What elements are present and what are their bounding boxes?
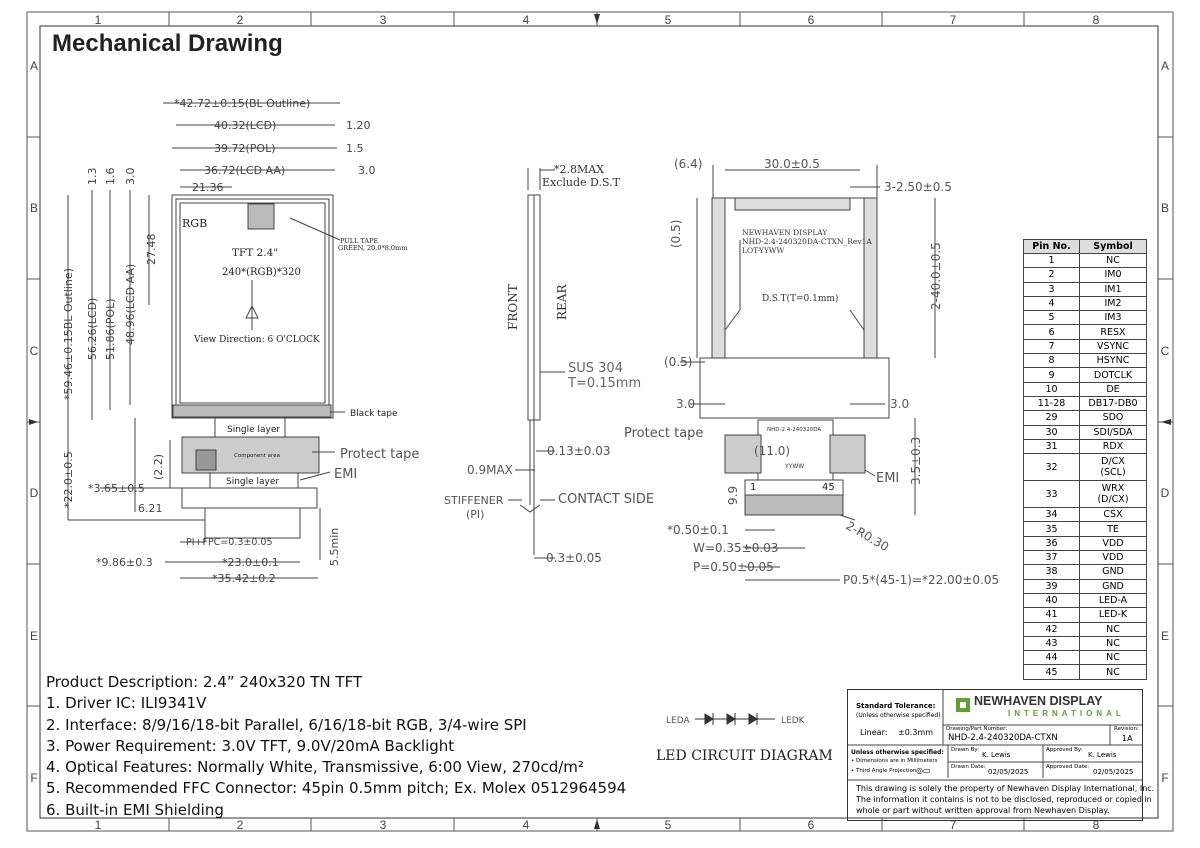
pin-table-body xyxy=(1024,254,1147,680)
max-2-8: *2.8MAX xyxy=(554,163,605,176)
col-label: 3 xyxy=(379,818,387,832)
pin-row xyxy=(1024,481,1147,508)
view-direction-label: View Direction: 6 O'CLOCK xyxy=(194,335,320,345)
pin-symbol: RESX xyxy=(1080,325,1147,339)
pin-number: 4 xyxy=(1024,296,1080,310)
notice-line: whole or part without written approval from Newhaven Display. xyxy=(856,806,1110,815)
pin-symbol: NC xyxy=(1080,254,1147,268)
revision-value: 1A xyxy=(1122,734,1133,743)
pin-symbol: NC xyxy=(1080,622,1147,636)
dim-bl-outline-w: *42.72±0.15(BL Outline) xyxy=(174,97,311,110)
dim-lcd-w: 40.32(LCD) xyxy=(214,119,277,132)
std-tolerance-label: Standard Tolerance: xyxy=(856,702,936,710)
page-title: Mechanical Drawing xyxy=(52,30,283,57)
pin-symbol: IM3 xyxy=(1080,311,1147,325)
dim-1-3: 1.3 xyxy=(86,167,99,185)
pin-row xyxy=(1024,339,1147,353)
description-heading: Product Description: 2.4” 240x320 TN TFT xyxy=(46,673,363,691)
sus-label: SUS 304 xyxy=(568,361,623,376)
fpc-yyww: YYWW xyxy=(785,463,805,470)
pin-number: 9 xyxy=(1024,368,1080,382)
led-diode-1 xyxy=(705,714,713,724)
dim-0-5b: (0.5) xyxy=(664,355,693,369)
col-label: 6 xyxy=(807,818,815,832)
pin-symbol: WRX (D/CX) xyxy=(1080,481,1147,508)
row-label: B xyxy=(29,201,39,215)
col-label: 6 xyxy=(807,13,815,27)
pin-number: 5 xyxy=(1024,311,1080,325)
dim-lcd-h: 56.26(LCD) xyxy=(86,297,99,360)
pin-row xyxy=(1024,651,1147,665)
pin-number: 42 xyxy=(1024,622,1080,636)
pin-number: 32 xyxy=(1024,454,1080,481)
pin-number: 7 xyxy=(1024,339,1080,353)
col-label: 5 xyxy=(664,818,672,832)
pin-row xyxy=(1024,622,1147,636)
black-tape-label: Black tape xyxy=(350,409,398,419)
dim-2-40: 2-40.0±0.5 xyxy=(929,242,943,310)
col-label: 4 xyxy=(522,13,530,27)
pin-row xyxy=(1024,439,1147,453)
pin-symbol: NC xyxy=(1080,665,1147,679)
row-label: B xyxy=(1160,201,1170,215)
pin-symbol: GND xyxy=(1080,579,1147,593)
stiffener-pi: (PI) xyxy=(466,508,485,521)
pin-row xyxy=(1024,636,1147,650)
pin-row xyxy=(1024,325,1147,339)
pin-symbol: IM1 xyxy=(1080,282,1147,296)
linear-value: ±0.3mm xyxy=(898,728,934,737)
unless-otherwise-label: Unless otherwise specified: xyxy=(851,749,944,756)
pin-row xyxy=(1024,665,1147,679)
pin-number: 45 xyxy=(1024,665,1080,679)
col-label: 3 xyxy=(379,13,387,27)
pin-number: 11-28 xyxy=(1024,396,1080,410)
dim-0-9max: 0.9MAX xyxy=(467,463,513,477)
pin-row xyxy=(1024,411,1147,425)
pin-symbol: VSYNC xyxy=(1080,339,1147,353)
pin-number: 44 xyxy=(1024,651,1080,665)
dim-lcd-aa-h: 48.96(LCD AA) xyxy=(124,263,137,345)
single-layer-1: Single layer xyxy=(227,425,281,435)
notice-line: The information it contains is not to be disclosed, reproduced or copied in xyxy=(856,795,1152,804)
dim-3-2-50: 3-2.50±0.5 xyxy=(884,180,952,194)
dim-3-5: 3.5±0.3 xyxy=(909,436,923,485)
description-item: 4. Optical Features: Normally White, Transmissive, 6:00 View, 270cd/m² xyxy=(46,758,584,777)
part-number: NHD-2.4-240320DA-CTXN xyxy=(948,733,1058,743)
led-diode-3 xyxy=(749,714,757,724)
resolution-label: 240*(RGB)*320 xyxy=(222,267,301,278)
row-label: F xyxy=(30,771,38,785)
emi-shield xyxy=(182,488,317,508)
led-circuit-caption: LED CIRCUIT DIAGRAM xyxy=(656,748,833,764)
pull-tape xyxy=(248,204,274,229)
pin-row xyxy=(1024,536,1147,550)
symbol-header: Symbol xyxy=(1080,240,1147,254)
dim-1-20: 1.20 xyxy=(346,119,371,132)
col-label: 8 xyxy=(1092,818,1100,832)
pin-number: 38 xyxy=(1024,565,1080,579)
col-label: 2 xyxy=(236,818,244,832)
pull-tape-label: PULL TAPE xyxy=(340,237,379,245)
single-layer-2: Single layer xyxy=(226,477,280,487)
pin-row xyxy=(1024,454,1147,481)
pin-number: 10 xyxy=(1024,382,1080,396)
pin-number: 40 xyxy=(1024,593,1080,607)
rear-protect-tape-label: Protect tape xyxy=(624,426,704,441)
emi-label: EMI xyxy=(334,467,358,482)
pin-row xyxy=(1024,565,1147,579)
pin-row xyxy=(1024,382,1147,396)
col-label: 1 xyxy=(94,13,102,27)
led-labels xyxy=(656,716,833,764)
pin-row xyxy=(1024,311,1147,325)
stiffener-label: STIFFENER xyxy=(444,494,504,507)
dim-11-0: (11.0) xyxy=(754,444,791,458)
description-item: 2. Interface: 8/9/16/18-bit Parallel, 6/16/18-bit RGB, 3/4-wire SPI xyxy=(46,715,527,734)
col-label: 5 xyxy=(664,13,672,27)
pin-symbol: LED-K xyxy=(1080,608,1147,622)
dim-9-86: *9.86±0.3 xyxy=(96,556,153,569)
side-labels xyxy=(444,163,654,565)
description-item: 1. Driver IC: ILI9341V xyxy=(46,694,207,713)
exclude-dst: Exclude D.S.T xyxy=(542,176,620,189)
pin-symbol: CSX xyxy=(1080,508,1147,522)
approved-by-value: K. Lewis xyxy=(1088,751,1117,759)
pin-row xyxy=(1024,593,1147,607)
pin-symbol: NC xyxy=(1080,636,1147,650)
contact-side-label: CONTACT SIDE xyxy=(558,492,655,507)
pin-row xyxy=(1024,579,1147,593)
tft-label: TFT 2.4" xyxy=(232,247,279,259)
contact-pads xyxy=(745,495,843,515)
pin-number: 8 xyxy=(1024,354,1080,368)
dst-strip-left xyxy=(712,198,725,358)
pin-symbol: IM0 xyxy=(1080,268,1147,282)
dim-bl-outline-h: *59.46±0.15BL Outline) xyxy=(62,268,75,400)
pin-1-label: 1 xyxy=(750,482,757,493)
dim-23-0: *23.0±0.1 xyxy=(222,556,279,569)
pin-number: 34 xyxy=(1024,508,1080,522)
pin-table xyxy=(1023,239,1147,680)
dim-pitch: P0.5*(45-1)=*22.00±0.05 xyxy=(843,573,1000,587)
rgb-label: RGB xyxy=(182,217,208,230)
approved-by-label: Approved By: xyxy=(1046,747,1083,753)
dim-22-0: *22.0±0.5 xyxy=(62,451,75,508)
rear-lot: LOT-YYWW xyxy=(742,246,785,255)
dim-0-5a: (0.5) xyxy=(669,219,683,248)
col-label: 8 xyxy=(1092,13,1100,27)
rear-emi-label: EMI xyxy=(876,471,900,486)
pin-symbol: VDD xyxy=(1080,536,1147,550)
dim-pol-h: 51.86(POL) xyxy=(104,298,117,360)
component-block xyxy=(196,450,216,470)
dst-strip-top xyxy=(735,198,850,210)
pin-number: 1 xyxy=(1024,254,1080,268)
pin-symbol: GND xyxy=(1080,565,1147,579)
fpc-tail xyxy=(205,508,300,538)
pin-symbol: VDD xyxy=(1080,551,1147,565)
dim-3-65: *3.65±0.5 xyxy=(88,482,145,495)
rear-nhd: NEWHAVEN DISPLAY xyxy=(742,228,828,237)
col-label: 2 xyxy=(236,13,244,27)
dim-5-5: 5.5min xyxy=(328,527,341,566)
pin-row xyxy=(1024,396,1147,410)
pin-symbol: NC xyxy=(1080,651,1147,665)
dim-p: P=0.50±0.05 xyxy=(693,560,774,574)
pin-number: 43 xyxy=(1024,636,1080,650)
pin-number: 36 xyxy=(1024,536,1080,550)
approved-date-value: 02/05/2025 xyxy=(1093,768,1134,776)
pin-row xyxy=(1024,551,1147,565)
third-angle-label: • Third Angle Projection xyxy=(851,768,917,774)
pin-row xyxy=(1024,296,1147,310)
row-label: F xyxy=(1161,771,1169,785)
protect-tape-label: Protect tape xyxy=(340,447,420,462)
pin-number: 6 xyxy=(1024,325,1080,339)
pin-number: 2 xyxy=(1024,268,1080,282)
pin-number: 39 xyxy=(1024,579,1080,593)
sus-thickness: T=0.15mm xyxy=(568,376,642,391)
row-label: A xyxy=(29,59,39,73)
led-circuit xyxy=(695,713,775,725)
pin-symbol: SDI/SDA xyxy=(1080,425,1147,439)
dim-pi-fpc: PI+FPC=0.3±0.05 xyxy=(186,537,273,548)
dim-0-50: *0.50±0.1 xyxy=(667,523,729,537)
dim-27-48: 27.48 xyxy=(145,233,158,265)
dst-strip-right xyxy=(864,198,877,358)
pin-row xyxy=(1024,282,1147,296)
dim-35-42: *35.42±0.2 xyxy=(212,572,276,585)
unless-spec-label: (Unless otherwise specified) xyxy=(856,712,941,719)
leda-label: LEDA xyxy=(666,716,690,726)
description-item: 3. Power Requirement: 3.0V TFT, 9.0V/20mA Backlight xyxy=(46,736,455,755)
pin-symbol: RDX xyxy=(1080,439,1147,453)
pin-number: 35 xyxy=(1024,522,1080,536)
rear-label: REAR xyxy=(555,284,569,320)
pin-symbol: LED-A xyxy=(1080,593,1147,607)
row-label: D xyxy=(1160,486,1170,500)
rear-lower xyxy=(700,358,889,418)
approved-date-label: Approved Date: xyxy=(1046,764,1090,770)
title-block xyxy=(847,689,1155,821)
dim-1-5: 1.5 xyxy=(346,142,364,155)
row-label: D xyxy=(29,486,39,500)
pin-row xyxy=(1024,254,1147,268)
row-label: C xyxy=(29,344,39,358)
dim-0-3: 0.3±0.05 xyxy=(546,551,602,565)
side-view xyxy=(508,168,565,558)
pin-number: 3 xyxy=(1024,282,1080,296)
col-label: 7 xyxy=(949,818,957,832)
pin-row xyxy=(1024,368,1147,382)
dim-6-21: 6.21 xyxy=(138,502,163,515)
description-item: 6. Built-in EMI Shielding xyxy=(46,800,224,819)
col-label: 7 xyxy=(949,13,957,27)
logo-text: NEWHAVEN DISPLAY xyxy=(974,694,1103,708)
pin-row xyxy=(1024,425,1147,439)
pin-no-header: Pin No. xyxy=(1024,240,1080,254)
dim-pol-w: 39.72(POL) xyxy=(214,142,276,155)
notice-line: This drawing is solely the property of Newhaven Display International, Inc. xyxy=(856,784,1155,793)
pin-45-label: 45 xyxy=(822,482,835,493)
linear-label: Linear: xyxy=(860,728,888,737)
dim-3-0v: 3.0 xyxy=(124,167,137,185)
dim-30-0: 30.0±0.5 xyxy=(764,157,820,171)
logo-subtext: INTERNATIONAL xyxy=(1008,709,1125,718)
pin-number: 33 xyxy=(1024,481,1080,508)
revision-label: Revision: xyxy=(1114,726,1139,732)
dim-r030: 2-R0.30 xyxy=(843,518,892,555)
dim-3-0-left: 3.0 xyxy=(676,397,696,411)
part-number-label: Drawing/Part Number: xyxy=(946,726,1008,732)
drawn-by-value: K. Lewis xyxy=(982,751,1011,759)
dim-21-36: 21.36 xyxy=(192,181,224,194)
drawn-by-label: Drawn By: xyxy=(951,747,980,753)
third-angle-icon: ◎▭ xyxy=(916,766,931,775)
ledk-label: LEDK xyxy=(781,716,805,726)
col-label: 4 xyxy=(522,818,530,832)
fpc-part-label: NHD-2.4-240320DA xyxy=(767,427,822,433)
pull-tape-spec: GREEN, 20.0*8.0mm xyxy=(338,244,408,252)
dim-0-13: 0.13±0.03 xyxy=(547,444,611,458)
dim-lcd-aa-w: 36.72(LCD AA) xyxy=(204,164,286,177)
pin-row xyxy=(1024,608,1147,622)
pin-row xyxy=(1024,522,1147,536)
pin-row xyxy=(1024,354,1147,368)
pin-number: 29 xyxy=(1024,411,1080,425)
dim-w: W=0.35±0.03 xyxy=(693,541,779,555)
dim-1-6: 1.6 xyxy=(104,167,117,185)
logo-mark xyxy=(956,698,970,712)
pin-symbol: DOTCLK xyxy=(1080,368,1147,382)
rear-labels xyxy=(624,157,999,587)
dim-9-9: 9.9 xyxy=(726,485,740,505)
pin-symbol: IM2 xyxy=(1080,296,1147,310)
product-description xyxy=(46,672,626,821)
rear-emi xyxy=(830,435,865,473)
pin-symbol: SDO xyxy=(1080,411,1147,425)
led-diode-2 xyxy=(727,714,735,724)
col-label: 1 xyxy=(94,818,102,832)
pin-symbol: D/CX (SCL) xyxy=(1080,454,1147,481)
description-item: 5. Recommended FFC Connector: 45pin 0.5mm pitch; Ex. Molex 0512964594 xyxy=(46,779,627,798)
drawn-date-label: Drawn Date: xyxy=(951,764,986,770)
dim-3-0-right: 3.0 xyxy=(890,397,910,411)
row-label: E xyxy=(29,629,39,643)
component-area-label: Component area xyxy=(234,453,280,459)
front-label: FRONT xyxy=(506,284,520,330)
pin-symbol: DB17-DB0 xyxy=(1080,396,1147,410)
dims-mm-label: • Dimensions are in Millimeters xyxy=(851,758,938,764)
row-label: A xyxy=(1160,59,1170,73)
pin-symbol: TE xyxy=(1080,522,1147,536)
rear-part: NHD-2.4-240320DA-CTXN_Rev1A xyxy=(742,237,872,246)
pin-number: 41 xyxy=(1024,608,1080,622)
pin-symbol: DE xyxy=(1080,382,1147,396)
pin-number: 31 xyxy=(1024,439,1080,453)
pin-row xyxy=(1024,508,1147,522)
pin-number: 37 xyxy=(1024,551,1080,565)
pin-row xyxy=(1024,268,1147,282)
rear-outline xyxy=(712,198,877,358)
dim-3-0: 3.0 xyxy=(358,164,376,177)
black-tape xyxy=(173,405,331,417)
drawn-date-value: 02/05/2025 xyxy=(988,768,1029,776)
row-label: C xyxy=(1160,344,1170,358)
dim-2-2: (2.2) xyxy=(152,453,165,480)
pin-symbol: HSYNC xyxy=(1080,354,1147,368)
row-label: E xyxy=(1160,629,1170,643)
dst-label: D.S.T(T=0.1mm) xyxy=(762,294,839,304)
dim-6-4: (6.4) xyxy=(674,157,703,171)
pin-number: 30 xyxy=(1024,425,1080,439)
